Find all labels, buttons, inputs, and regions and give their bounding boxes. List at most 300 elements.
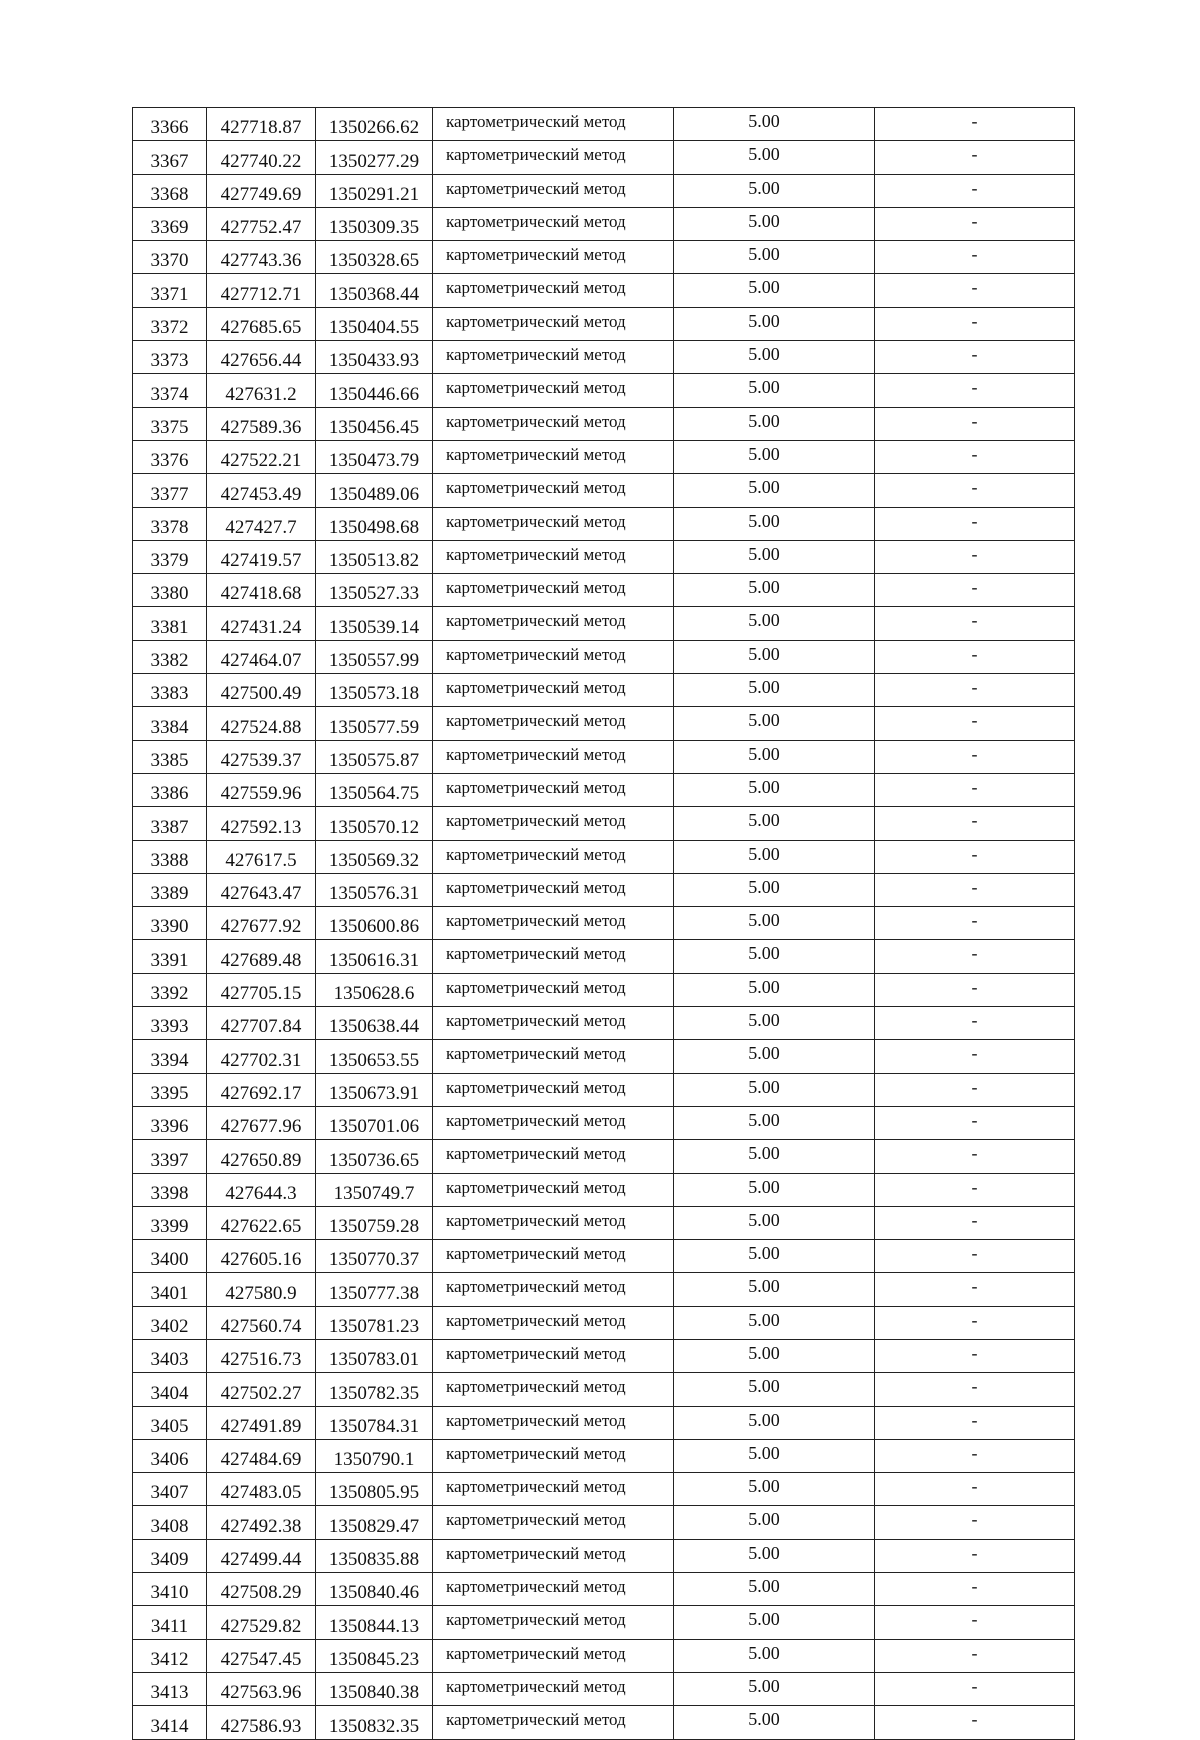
x-coordinate-cell: 427712.71: [207, 274, 316, 307]
table-row: [133, 940, 1075, 973]
note-cell: -: [875, 241, 1075, 274]
table-row: [133, 873, 1075, 906]
table-row: [133, 207, 1075, 240]
note-cell: -: [875, 707, 1075, 740]
y-coordinate-cell: 1350701.06: [316, 1106, 433, 1139]
note-cell: -: [875, 607, 1075, 640]
note-cell: -: [875, 1040, 1075, 1073]
note-cell: -: [875, 1573, 1075, 1606]
y-coordinate-cell: 1350570.12: [316, 807, 433, 840]
note-cell: -: [875, 374, 1075, 407]
method-cell: картометрический метод: [433, 207, 674, 240]
accuracy-cell: 5.00: [674, 907, 875, 940]
table-row: [133, 840, 1075, 873]
table-row: [133, 1573, 1075, 1606]
table-row: [133, 640, 1075, 673]
y-coordinate-cell: 1350829.47: [316, 1506, 433, 1539]
y-coordinate-cell: 1350473.79: [316, 440, 433, 473]
method-cell: картометрический метод: [433, 474, 674, 507]
accuracy-cell: 5.00: [674, 1040, 875, 1073]
x-coordinate-cell: 427740.22: [207, 141, 316, 174]
note-cell: -: [875, 1406, 1075, 1439]
note-cell: -: [875, 341, 1075, 374]
x-coordinate-cell: 427418.68: [207, 574, 316, 607]
x-coordinate-cell: 427692.17: [207, 1073, 316, 1106]
accuracy-cell: 5.00: [674, 1406, 875, 1439]
method-cell: картометрический метод: [433, 1573, 674, 1606]
y-coordinate-cell: 1350446.66: [316, 374, 433, 407]
y-coordinate-cell: 1350782.35: [316, 1373, 433, 1406]
table-row: [133, 307, 1075, 340]
method-cell: картометрический метод: [433, 973, 674, 1006]
table-row: [133, 141, 1075, 174]
x-coordinate-cell: 427589.36: [207, 407, 316, 440]
note-cell: -: [875, 1306, 1075, 1339]
method-cell: картометрический метод: [433, 1140, 674, 1173]
x-coordinate-cell: 427580.9: [207, 1273, 316, 1306]
y-coordinate-cell: 1350513.82: [316, 540, 433, 573]
table-row: [133, 341, 1075, 374]
x-coordinate-cell: 427656.44: [207, 341, 316, 374]
table-row: [133, 674, 1075, 707]
table-row: [133, 1106, 1075, 1139]
method-cell: картометрический метод: [433, 1073, 674, 1106]
table-row: [133, 1040, 1075, 1073]
y-coordinate-cell: 1350489.06: [316, 474, 433, 507]
note-cell: -: [875, 973, 1075, 1006]
x-coordinate-cell: 427483.05: [207, 1473, 316, 1506]
note-cell: -: [875, 574, 1075, 607]
table-row: [133, 807, 1075, 840]
method-cell: картометрический метод: [433, 773, 674, 806]
y-coordinate-cell: 1350277.29: [316, 141, 433, 174]
table-row: [133, 507, 1075, 540]
note-cell: -: [875, 507, 1075, 540]
x-coordinate-cell: 427705.15: [207, 973, 316, 1006]
table-row: [133, 174, 1075, 207]
y-coordinate-cell: 1350527.33: [316, 574, 433, 607]
point-number-cell: 3403: [133, 1339, 207, 1372]
y-coordinate-cell: 1350368.44: [316, 274, 433, 307]
table-row: [133, 1140, 1075, 1173]
accuracy-cell: 5.00: [674, 1606, 875, 1639]
point-number-cell: 3399: [133, 1206, 207, 1239]
table-row: [133, 773, 1075, 806]
point-number-cell: 3406: [133, 1439, 207, 1472]
x-coordinate-cell: 427749.69: [207, 174, 316, 207]
x-coordinate-cell: 427431.24: [207, 607, 316, 640]
x-coordinate-cell: 427539.37: [207, 740, 316, 773]
x-coordinate-cell: 427529.82: [207, 1606, 316, 1639]
y-coordinate-cell: 1350628.6: [316, 973, 433, 1006]
accuracy-cell: 5.00: [674, 1140, 875, 1173]
method-cell: картометрический метод: [433, 1106, 674, 1139]
point-number-cell: 3401: [133, 1273, 207, 1306]
note-cell: -: [875, 108, 1075, 141]
note-cell: -: [875, 474, 1075, 507]
method-cell: картометрический метод: [433, 540, 674, 573]
note-cell: -: [875, 1672, 1075, 1705]
y-coordinate-cell: 1350309.35: [316, 207, 433, 240]
accuracy-cell: 5.00: [674, 1373, 875, 1406]
note-cell: -: [875, 1506, 1075, 1539]
y-coordinate-cell: 1350539.14: [316, 607, 433, 640]
table-row: [133, 973, 1075, 1006]
y-coordinate-cell: 1350456.45: [316, 407, 433, 440]
x-coordinate-cell: 427491.89: [207, 1406, 316, 1439]
y-coordinate-cell: 1350328.65: [316, 241, 433, 274]
accuracy-cell: 5.00: [674, 507, 875, 540]
note-cell: -: [875, 1706, 1075, 1739]
accuracy-cell: 5.00: [674, 873, 875, 906]
accuracy-cell: 5.00: [674, 640, 875, 673]
method-cell: картометрический метод: [433, 374, 674, 407]
point-number-cell: 3404: [133, 1373, 207, 1406]
note-cell: -: [875, 1606, 1075, 1639]
method-cell: картометрический метод: [433, 1240, 674, 1273]
point-number-cell: 3375: [133, 407, 207, 440]
x-coordinate-cell: 427499.44: [207, 1539, 316, 1572]
point-number-cell: 3392: [133, 973, 207, 1006]
note-cell: -: [875, 1007, 1075, 1040]
method-cell: картометрический метод: [433, 640, 674, 673]
point-number-cell: 3379: [133, 540, 207, 573]
method-cell: картометрический метод: [433, 274, 674, 307]
note-cell: -: [875, 540, 1075, 573]
x-coordinate-cell: 427622.65: [207, 1206, 316, 1239]
accuracy-cell: 5.00: [674, 674, 875, 707]
x-coordinate-cell: 427522.21: [207, 440, 316, 473]
method-cell: картометрический метод: [433, 1206, 674, 1239]
x-coordinate-cell: 427677.92: [207, 907, 316, 940]
y-coordinate-cell: 1350736.65: [316, 1140, 433, 1173]
accuracy-cell: 5.00: [674, 407, 875, 440]
point-number-cell: 3385: [133, 740, 207, 773]
accuracy-cell: 5.00: [674, 1706, 875, 1739]
note-cell: -: [875, 807, 1075, 840]
x-coordinate-cell: 427563.96: [207, 1672, 316, 1705]
method-cell: картометрический метод: [433, 108, 674, 141]
note-cell: -: [875, 1173, 1075, 1206]
accuracy-cell: 5.00: [674, 574, 875, 607]
x-coordinate-cell: 427453.49: [207, 474, 316, 507]
point-number-cell: 3410: [133, 1573, 207, 1606]
method-cell: картометрический метод: [433, 1306, 674, 1339]
note-cell: -: [875, 1240, 1075, 1273]
point-number-cell: 3374: [133, 374, 207, 407]
note-cell: -: [875, 174, 1075, 207]
table-row: [133, 407, 1075, 440]
point-number-cell: 3387: [133, 807, 207, 840]
x-coordinate-cell: 427559.96: [207, 773, 316, 806]
y-coordinate-cell: 1350784.31: [316, 1406, 433, 1439]
y-coordinate-cell: 1350600.86: [316, 907, 433, 940]
x-coordinate-cell: 427484.69: [207, 1439, 316, 1472]
accuracy-cell: 5.00: [674, 474, 875, 507]
y-coordinate-cell: 1350575.87: [316, 740, 433, 773]
accuracy-cell: 5.00: [674, 840, 875, 873]
point-number-cell: 3395: [133, 1073, 207, 1106]
y-coordinate-cell: 1350404.55: [316, 307, 433, 340]
table-row: [133, 1439, 1075, 1472]
table-row: [133, 1373, 1075, 1406]
point-number-cell: 3368: [133, 174, 207, 207]
point-number-cell: 3397: [133, 1140, 207, 1173]
method-cell: картометрический метод: [433, 1007, 674, 1040]
y-coordinate-cell: 1350557.99: [316, 640, 433, 673]
method-cell: картометрический метод: [433, 1373, 674, 1406]
method-cell: картометрический метод: [433, 907, 674, 940]
table-row: [133, 1273, 1075, 1306]
table-row: [133, 1473, 1075, 1506]
x-coordinate-cell: 427500.49: [207, 674, 316, 707]
y-coordinate-cell: 1350805.95: [316, 1473, 433, 1506]
accuracy-cell: 5.00: [674, 540, 875, 573]
point-number-cell: 3366: [133, 108, 207, 141]
point-number-cell: 3373: [133, 341, 207, 374]
method-cell: картометрический метод: [433, 1406, 674, 1439]
point-number-cell: 3405: [133, 1406, 207, 1439]
accuracy-cell: 5.00: [674, 940, 875, 973]
accuracy-cell: 5.00: [674, 740, 875, 773]
point-number-cell: 3382: [133, 640, 207, 673]
note-cell: -: [875, 1539, 1075, 1572]
accuracy-cell: 5.00: [674, 1206, 875, 1239]
note-cell: -: [875, 1073, 1075, 1106]
point-number-cell: 3389: [133, 873, 207, 906]
note-cell: -: [875, 1206, 1075, 1239]
method-cell: картометрический метод: [433, 1639, 674, 1672]
point-number-cell: 3378: [133, 507, 207, 540]
point-number-cell: 3390: [133, 907, 207, 940]
note-cell: -: [875, 1439, 1075, 1472]
accuracy-cell: 5.00: [674, 374, 875, 407]
accuracy-cell: 5.00: [674, 1573, 875, 1606]
point-number-cell: 3372: [133, 307, 207, 340]
accuracy-cell: 5.00: [674, 141, 875, 174]
accuracy-cell: 5.00: [674, 1439, 875, 1472]
x-coordinate-cell: 427516.73: [207, 1339, 316, 1372]
accuracy-cell: 5.00: [674, 341, 875, 374]
note-cell: -: [875, 440, 1075, 473]
table-row: [133, 374, 1075, 407]
x-coordinate-cell: 427605.16: [207, 1240, 316, 1273]
note-cell: -: [875, 141, 1075, 174]
y-coordinate-cell: 1350638.44: [316, 1007, 433, 1040]
method-cell: картометрический метод: [433, 174, 674, 207]
table-row: [133, 740, 1075, 773]
x-coordinate-cell: 427524.88: [207, 707, 316, 740]
x-coordinate-cell: 427592.13: [207, 807, 316, 840]
y-coordinate-cell: 1350770.37: [316, 1240, 433, 1273]
y-coordinate-cell: 1350759.28: [316, 1206, 433, 1239]
table-row: [133, 1606, 1075, 1639]
point-number-cell: 3371: [133, 274, 207, 307]
accuracy-cell: 5.00: [674, 207, 875, 240]
method-cell: картометрический метод: [433, 940, 674, 973]
y-coordinate-cell: 1350569.32: [316, 840, 433, 873]
table-row: [133, 540, 1075, 573]
accuracy-cell: 5.00: [674, 607, 875, 640]
method-cell: картометрический метод: [433, 740, 674, 773]
y-coordinate-cell: 1350498.68: [316, 507, 433, 540]
point-number-cell: 3413: [133, 1672, 207, 1705]
point-number-cell: 3400: [133, 1240, 207, 1273]
accuracy-cell: 5.00: [674, 1240, 875, 1273]
table-row: [133, 274, 1075, 307]
point-number-cell: 3412: [133, 1639, 207, 1672]
y-coordinate-cell: 1350749.7: [316, 1173, 433, 1206]
accuracy-cell: 5.00: [674, 1639, 875, 1672]
note-cell: -: [875, 307, 1075, 340]
table-row: [133, 1639, 1075, 1672]
note-cell: -: [875, 1339, 1075, 1372]
table-row: [133, 1206, 1075, 1239]
x-coordinate-cell: 427752.47: [207, 207, 316, 240]
method-cell: картометрический метод: [433, 574, 674, 607]
note-cell: -: [875, 1140, 1075, 1173]
table-row: [133, 1007, 1075, 1040]
y-coordinate-cell: 1350845.23: [316, 1639, 433, 1672]
x-coordinate-cell: 427586.93: [207, 1706, 316, 1739]
y-coordinate-cell: 1350653.55: [316, 1040, 433, 1073]
note-cell: -: [875, 907, 1075, 940]
method-cell: картометрический метод: [433, 1439, 674, 1472]
y-coordinate-cell: 1350564.75: [316, 773, 433, 806]
method-cell: картометрический метод: [433, 707, 674, 740]
point-number-cell: 3388: [133, 840, 207, 873]
point-number-cell: 3384: [133, 707, 207, 740]
method-cell: картометрический метод: [433, 674, 674, 707]
note-cell: -: [875, 773, 1075, 806]
y-coordinate-cell: 1350673.91: [316, 1073, 433, 1106]
point-number-cell: 3398: [133, 1173, 207, 1206]
point-number-cell: 3367: [133, 141, 207, 174]
accuracy-cell: 5.00: [674, 241, 875, 274]
method-cell: картометрический метод: [433, 1273, 674, 1306]
table-row: [133, 1306, 1075, 1339]
x-coordinate-cell: 427702.31: [207, 1040, 316, 1073]
accuracy-cell: 5.00: [674, 707, 875, 740]
table-row: [133, 241, 1075, 274]
note-cell: -: [875, 407, 1075, 440]
accuracy-cell: 5.00: [674, 307, 875, 340]
accuracy-cell: 5.00: [674, 1073, 875, 1106]
method-cell: картометрический метод: [433, 1473, 674, 1506]
x-coordinate-cell: 427685.65: [207, 307, 316, 340]
method-cell: картометрический метод: [433, 307, 674, 340]
accuracy-cell: 5.00: [674, 1106, 875, 1139]
table-row: [133, 1539, 1075, 1572]
y-coordinate-cell: 1350576.31: [316, 873, 433, 906]
table-row: [133, 607, 1075, 640]
method-cell: картометрический метод: [433, 1706, 674, 1739]
point-number-cell: 3386: [133, 773, 207, 806]
note-cell: -: [875, 640, 1075, 673]
note-cell: -: [875, 840, 1075, 873]
method-cell: картометрический метод: [433, 407, 674, 440]
point-number-cell: 3369: [133, 207, 207, 240]
accuracy-cell: 5.00: [674, 440, 875, 473]
accuracy-cell: 5.00: [674, 807, 875, 840]
table-row: [133, 574, 1075, 607]
accuracy-cell: 5.00: [674, 108, 875, 141]
x-coordinate-cell: 427419.57: [207, 540, 316, 573]
note-cell: -: [875, 1639, 1075, 1672]
table-row: [133, 707, 1075, 740]
y-coordinate-cell: 1350577.59: [316, 707, 433, 740]
method-cell: картометрический метод: [433, 1506, 674, 1539]
accuracy-cell: 5.00: [674, 1007, 875, 1040]
accuracy-cell: 5.00: [674, 1506, 875, 1539]
coordinates-table: [132, 107, 1075, 1740]
x-coordinate-cell: 427508.29: [207, 1573, 316, 1606]
accuracy-cell: 5.00: [674, 973, 875, 1006]
method-cell: картометрический метод: [433, 607, 674, 640]
y-coordinate-cell: 1350832.35: [316, 1706, 433, 1739]
table-row: [133, 1339, 1075, 1372]
y-coordinate-cell: 1350781.23: [316, 1306, 433, 1339]
table-row: [133, 1506, 1075, 1539]
x-coordinate-cell: 427492.38: [207, 1506, 316, 1539]
y-coordinate-cell: 1350777.38: [316, 1273, 433, 1306]
coordinates-table-body: [133, 108, 1075, 1740]
y-coordinate-cell: 1350291.21: [316, 174, 433, 207]
accuracy-cell: 5.00: [674, 1473, 875, 1506]
note-cell: -: [875, 740, 1075, 773]
method-cell: картометрический метод: [433, 440, 674, 473]
note-cell: -: [875, 873, 1075, 906]
y-coordinate-cell: 1350266.62: [316, 108, 433, 141]
table-row: [133, 1706, 1075, 1739]
point-number-cell: 3396: [133, 1106, 207, 1139]
note-cell: -: [875, 674, 1075, 707]
point-number-cell: 3376: [133, 440, 207, 473]
method-cell: картометрический метод: [433, 1672, 674, 1705]
note-cell: -: [875, 207, 1075, 240]
x-coordinate-cell: 427502.27: [207, 1373, 316, 1406]
table-row: [133, 440, 1075, 473]
point-number-cell: 3370: [133, 241, 207, 274]
note-cell: -: [875, 1106, 1075, 1139]
x-coordinate-cell: 427427.7: [207, 507, 316, 540]
point-number-cell: 3377: [133, 474, 207, 507]
point-number-cell: 3408: [133, 1506, 207, 1539]
accuracy-cell: 5.00: [674, 1173, 875, 1206]
method-cell: картометрический метод: [433, 1539, 674, 1572]
table-row: [133, 1672, 1075, 1705]
accuracy-cell: 5.00: [674, 274, 875, 307]
point-number-cell: 3402: [133, 1306, 207, 1339]
x-coordinate-cell: 427743.36: [207, 241, 316, 274]
table-row: [133, 1406, 1075, 1439]
note-cell: -: [875, 1473, 1075, 1506]
accuracy-cell: 5.00: [674, 1672, 875, 1705]
x-coordinate-cell: 427547.45: [207, 1639, 316, 1672]
x-coordinate-cell: 427644.3: [207, 1173, 316, 1206]
accuracy-cell: 5.00: [674, 174, 875, 207]
x-coordinate-cell: 427707.84: [207, 1007, 316, 1040]
method-cell: картометрический метод: [433, 341, 674, 374]
method-cell: картометрический метод: [433, 1040, 674, 1073]
note-cell: -: [875, 940, 1075, 973]
accuracy-cell: 5.00: [674, 1306, 875, 1339]
point-number-cell: 3407: [133, 1473, 207, 1506]
method-cell: картометрический метод: [433, 1339, 674, 1372]
x-coordinate-cell: 427617.5: [207, 840, 316, 873]
method-cell: картометрический метод: [433, 873, 674, 906]
point-number-cell: 3409: [133, 1539, 207, 1572]
